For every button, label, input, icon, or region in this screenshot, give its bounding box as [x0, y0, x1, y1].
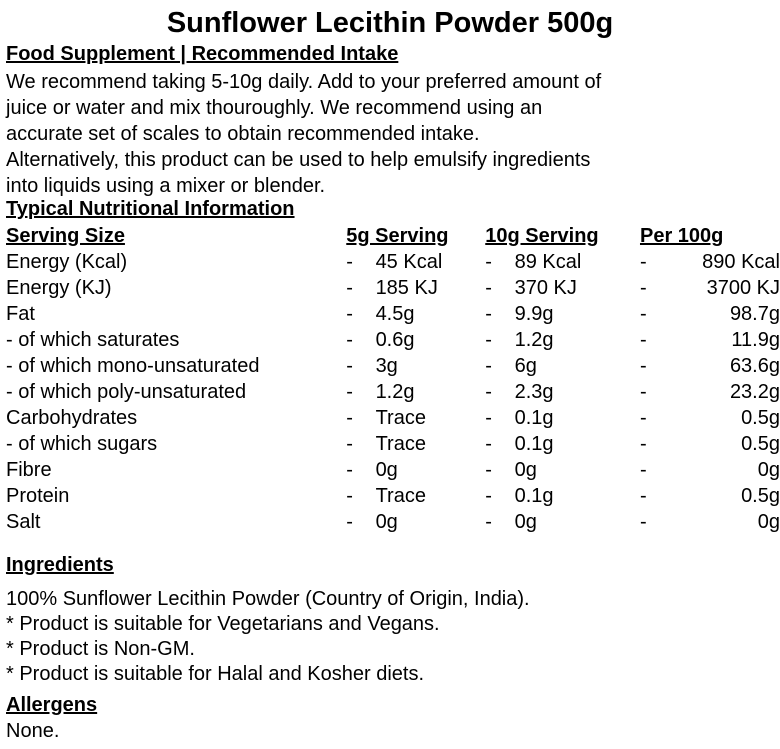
ingredients-list: [6, 587, 766, 687]
dash: -: [485, 433, 492, 455]
dash: -: [346, 433, 353, 455]
dash: -: [485, 459, 492, 481]
dash: -: [346, 485, 353, 507]
page-title: Sunflower Lecithin Powder 500g: [166, 7, 614, 39]
value-100g: 890 Kcal: [702, 251, 780, 273]
supplement-line: We recommend taking 5-10g daily. Add to your preferred amount of: [6, 71, 602, 93]
dash: -: [485, 329, 492, 351]
supplement-line: juice or water and mix thouroughly. We recommend using an: [6, 97, 543, 119]
ingredient-line: * Product is suitable for Vegetarians and Vegans.: [6, 613, 440, 635]
table-header-row: [6, 223, 780, 249]
supplement-text: [6, 69, 766, 199]
nutrient-name: - of which saturates: [6, 329, 180, 351]
nutrient-name: - of which mono-unsaturated: [6, 355, 260, 377]
value-10g: 2.3g: [514, 381, 554, 403]
value-5g: 4.5g: [375, 303, 415, 325]
value-10g: 0.1g: [514, 407, 554, 429]
nutrition-table-body: [6, 249, 780, 535]
nutrient-name: - of which sugars: [6, 433, 158, 455]
value-10g: 9.9g: [514, 303, 554, 325]
value-5g: 0.6g: [375, 329, 415, 351]
nutrient-name: Energy (Kcal): [6, 251, 128, 273]
dash: -: [346, 407, 353, 429]
dash: -: [346, 277, 353, 299]
value-5g: Trace: [375, 433, 426, 455]
value-10g: 0g: [514, 511, 537, 533]
value-5g: 45 Kcal: [375, 251, 443, 273]
column-header-100g: Per 100g: [639, 225, 724, 247]
value-5g: 0g: [375, 511, 398, 533]
dash: -: [485, 303, 492, 325]
table-row: [6, 327, 780, 353]
nutrient-name: Carbohydrates: [6, 407, 138, 429]
value-5g: 3g: [375, 355, 398, 377]
value-5g: 1.2g: [375, 381, 415, 403]
dash: -: [485, 381, 492, 403]
ingredient-line: * Product is Non-GM.: [6, 638, 195, 660]
table-row: [6, 249, 780, 275]
column-header-10g: 10g Serving: [485, 225, 599, 247]
value-5g: 185 KJ: [375, 277, 438, 299]
dash: -: [346, 381, 353, 403]
dash: -: [639, 329, 647, 351]
value-100g: 0g: [757, 459, 780, 481]
dash: -: [346, 511, 353, 533]
value-100g: 23.2g: [729, 381, 780, 403]
value-10g: 0.1g: [514, 485, 554, 507]
dash: -: [639, 407, 647, 429]
ingredients-heading: Ingredients: [6, 554, 114, 576]
value-100g: 0g: [757, 511, 780, 533]
value-100g: 0.5g: [741, 433, 780, 455]
allergens-heading: Allergens: [6, 694, 98, 716]
column-header-serving-size: Serving Size: [6, 225, 125, 247]
column-header-5g: 5g Serving: [346, 225, 449, 247]
dash: -: [346, 329, 353, 351]
table-row: [6, 431, 780, 457]
value-5g: Trace: [375, 485, 426, 507]
nutrient-name: - of which poly-unsaturated: [6, 381, 247, 403]
value-10g: 370 KJ: [514, 277, 577, 299]
dash: -: [639, 277, 647, 299]
value-10g: 0.1g: [514, 433, 554, 455]
dash: -: [485, 251, 492, 273]
dash: -: [485, 355, 492, 377]
value-100g: 98.7g: [729, 303, 780, 325]
dash: -: [639, 251, 647, 273]
table-row: [6, 353, 780, 379]
ingredient-line: * Product is suitable for Halal and Kosher diets.: [6, 663, 424, 685]
value-5g: Trace: [375, 407, 426, 429]
supplement-heading: Food Supplement | Recommended Intake: [6, 43, 399, 65]
supplement-line: into liquids using a mixer or blender.: [6, 175, 326, 197]
table-row: [6, 483, 780, 509]
table-row: [6, 405, 780, 431]
dash: -: [639, 381, 647, 403]
nutrient-name: Salt: [6, 511, 41, 533]
value-100g: 0.5g: [741, 407, 780, 429]
table-row: [6, 509, 780, 535]
table-row: [6, 379, 780, 405]
table-row: [6, 457, 780, 483]
nutrient-name: Energy (KJ): [6, 277, 112, 299]
nutrition-table: [6, 223, 780, 535]
dash: -: [639, 485, 647, 507]
dash: -: [346, 251, 353, 273]
ingredient-line: 100% Sunflower Lecithin Powder (Country of Origin, India).: [6, 588, 530, 610]
value-100g: 11.9g: [731, 329, 780, 351]
table-row: [6, 301, 780, 327]
nutrient-name: Protein: [6, 485, 70, 507]
value-10g: 0g: [514, 459, 537, 481]
dash: -: [639, 355, 647, 377]
value-100g: 63.6g: [729, 355, 780, 377]
value-100g: 0.5g: [741, 485, 780, 507]
dash: -: [346, 355, 353, 377]
dash: -: [485, 511, 492, 533]
supplement-line: Alternatively, this product can be used to help emulsify ingredients: [6, 149, 591, 171]
value-10g: 6g: [514, 355, 537, 377]
table-row: [6, 275, 780, 301]
dash: -: [485, 485, 492, 507]
value-100g: 3700 KJ: [706, 277, 780, 299]
value-10g: 89 Kcal: [514, 251, 582, 273]
dash: -: [639, 303, 647, 325]
dash: -: [346, 303, 353, 325]
dash: -: [485, 277, 492, 299]
dash: -: [485, 407, 492, 429]
nutrient-name: Fat: [6, 303, 35, 325]
nutrition-heading: Typical Nutritional Information: [6, 198, 295, 220]
value-10g: 1.2g: [514, 329, 554, 351]
dash: -: [639, 511, 647, 533]
nutrient-name: Fibre: [6, 459, 52, 481]
allergens-value: None.: [6, 720, 60, 742]
supplement-line: accurate set of scales to obtain recommended intake.: [6, 123, 480, 145]
dash: -: [639, 433, 647, 455]
dash: -: [346, 459, 353, 481]
allergens-text: [6, 719, 766, 744]
value-5g: 0g: [375, 459, 398, 481]
dash: -: [639, 459, 647, 481]
